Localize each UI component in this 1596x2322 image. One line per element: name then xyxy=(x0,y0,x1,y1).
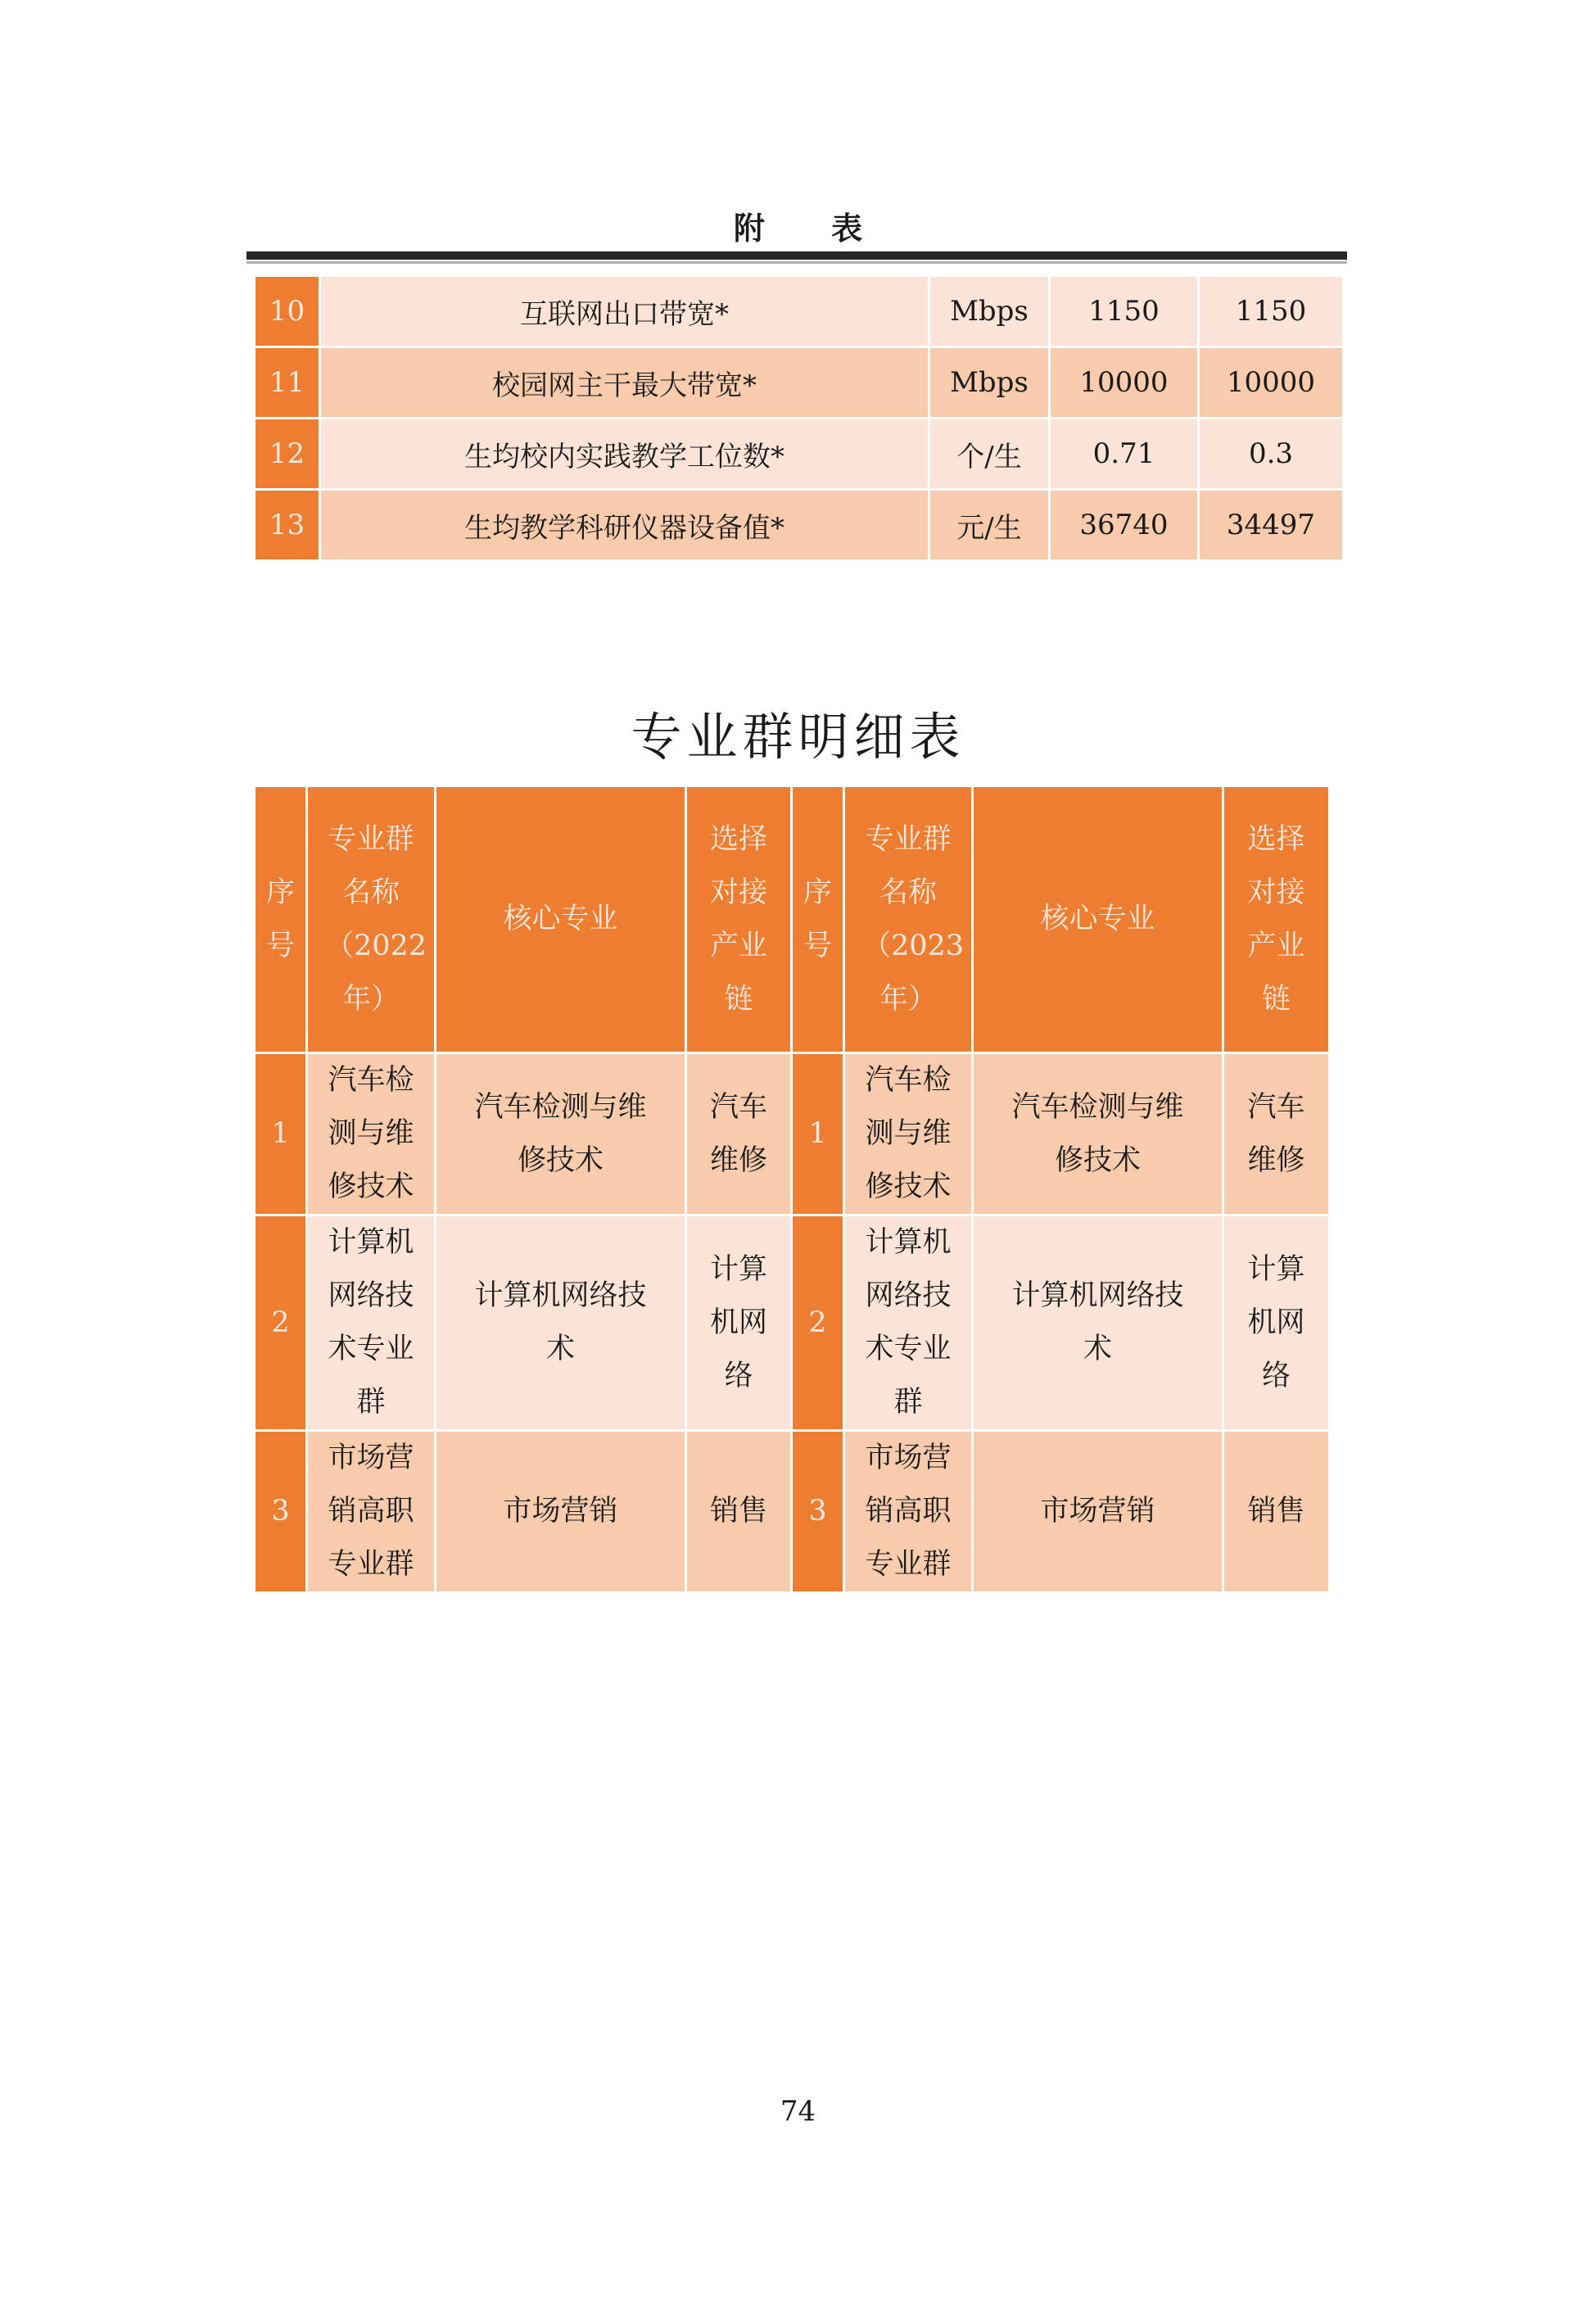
row-number: 13 xyxy=(255,490,320,561)
row-number: 3 xyxy=(255,1431,307,1593)
indicator-value-1: 1150 xyxy=(1050,276,1199,347)
page-number: 74 xyxy=(780,2095,816,2128)
header-seq-b: 序号 xyxy=(792,786,844,1053)
row-number: 2 xyxy=(255,1215,307,1431)
group-name: 计算机网络技术专业群 xyxy=(844,1215,973,1431)
row-number: 12 xyxy=(255,419,320,490)
core-major: 汽车检测与维修技术 xyxy=(436,1053,686,1215)
industry-chain: 计算机网络 xyxy=(1223,1215,1330,1431)
indicator-value-2: 34497 xyxy=(1199,490,1344,561)
row-number: 10 xyxy=(255,276,320,347)
indicator-value-1: 0.71 xyxy=(1050,419,1199,490)
indicator-value-2: 0.3 xyxy=(1199,419,1344,490)
group-name: 汽车检测与维修技术 xyxy=(307,1053,436,1215)
row-number: 1 xyxy=(255,1053,307,1215)
industry-chain: 汽车维修 xyxy=(1223,1053,1330,1215)
header-core: 核心专业 xyxy=(436,786,686,1053)
table-row xyxy=(255,347,1344,419)
indicator-value-1: 36740 xyxy=(1050,490,1199,561)
header-core-b: 核心专业 xyxy=(973,786,1223,1053)
table-row xyxy=(255,419,1344,490)
header-rule-thin xyxy=(246,261,1347,264)
header-rule xyxy=(246,251,1347,260)
core-major: 汽车检测与维修技术 xyxy=(973,1053,1223,1215)
group-name: 市场营销高职专业群 xyxy=(307,1431,436,1593)
core-major: 市场营销 xyxy=(436,1431,686,1593)
indicator-name: 校园网主干最大带宽* xyxy=(320,347,929,419)
indicator-name: 生均教学科研仪器设备值* xyxy=(320,490,929,561)
industry-chain: 销售 xyxy=(1223,1431,1330,1593)
indicator-value-2: 1150 xyxy=(1199,276,1344,347)
table-row xyxy=(255,1215,1330,1431)
industry-chain: 销售 xyxy=(686,1431,792,1593)
indicator-unit: 元/生 xyxy=(929,490,1050,561)
page-header-title: 附 表 xyxy=(733,210,891,247)
table-row xyxy=(255,1431,1330,1593)
group-name: 计算机网络技术专业群 xyxy=(307,1215,436,1431)
indicator-unit: 个/生 xyxy=(929,419,1050,490)
table-row xyxy=(255,276,1344,347)
program-group-table xyxy=(253,785,1331,1594)
core-major: 计算机网络技术 xyxy=(973,1215,1223,1431)
industry-chain: 计算机网络 xyxy=(686,1215,792,1431)
section-title: 专业群明细表 xyxy=(631,707,965,767)
row-number: 2 xyxy=(792,1215,844,1431)
indicator-value-2: 10000 xyxy=(1199,347,1344,419)
row-number: 11 xyxy=(255,347,320,419)
indicator-table xyxy=(253,274,1345,562)
table-header-row xyxy=(255,786,1330,1053)
header-chain-b: 选择对接产业链 xyxy=(1223,786,1330,1053)
indicator-name: 生均校内实践教学工位数* xyxy=(320,419,929,490)
indicator-unit: Mbps xyxy=(929,276,1050,347)
row-number: 3 xyxy=(792,1431,844,1593)
header-seq: 序号 xyxy=(255,786,307,1053)
table-row xyxy=(255,1053,1330,1215)
indicator-value-1: 10000 xyxy=(1050,347,1199,419)
group-name: 汽车检测与维修技术 xyxy=(844,1053,973,1215)
group-name: 市场营销高职专业群 xyxy=(844,1431,973,1593)
table-row xyxy=(255,490,1344,561)
indicator-unit: Mbps xyxy=(929,347,1050,419)
header-group-2023: 专业群名称（2023年） xyxy=(844,786,973,1053)
header-group-2022: 专业群名称（2022年） xyxy=(307,786,436,1053)
row-number: 1 xyxy=(792,1053,844,1215)
industry-chain: 汽车维修 xyxy=(686,1053,792,1215)
header-chain: 选择对接产业链 xyxy=(686,786,792,1053)
indicator-name: 互联网出口带宽* xyxy=(320,276,929,347)
core-major: 市场营销 xyxy=(973,1431,1223,1593)
core-major: 计算机网络技术 xyxy=(436,1215,686,1431)
